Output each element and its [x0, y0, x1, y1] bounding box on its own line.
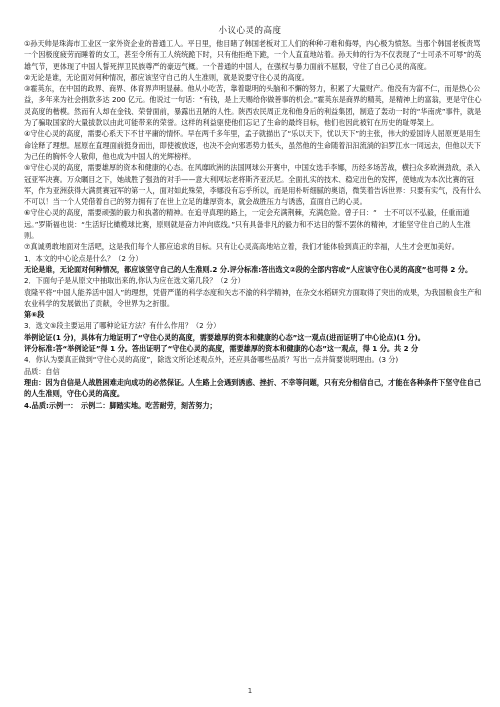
answer-2: 第⑥段	[24, 310, 45, 320]
answer-4-quality: 品质：自信	[24, 366, 60, 376]
paragraph-2: ②无论是谁，无论面对何种情况，都应该坚守自己的人生准则，就是说要守住心灵的高度。	[24, 72, 309, 82]
answer-1: 无论是谁，无论面对何种情况，都应该坚守自己的人生准则.2 分.评分标准:答出选文②段的全部内容或“人应该守住心灵的高度”也可得 2 分。	[24, 264, 473, 274]
paragraph-1: ①孙天帅是珠海市工业区一家外资企业的普通工人。平日里，他目睹了韩国老板对工人们的种种刁难和侮辱，内心极为愤怒。当那个韩国老板责骂一个因极度疲劳而睡着的女工，甚至令所有工人统统跪下时，只有他拒绝下跪，一个人直直地站着。孙天帅的行为不仅表现了“士可杀不可辱”的英雄气节，更体现了中国人誓死捍卫民族尊严的豪迈气概。一个普通的中国人，在强权与暴力面前不屈服，守住了自己心灵的高度。	[24, 39, 482, 71]
answer-4-reason: 理由：因为自信是人战胜困难走向成功的必然保证。人生路上会遇到诱惑、挫折、不幸等问题，只有充分相信自己，才能在各种条件下坚守住自己的人生准则，守住心灵的高度。	[24, 377, 482, 399]
page-number: 1	[247, 687, 253, 695]
question-4: 4．你认为要真正做到“守住心灵的高度”，除选文所论述观点外，还应具备哪些品质？写出一点并简要说明理由。(3 分)	[24, 355, 399, 365]
paragraph-6: ⑥守住心灵的高度，需要顽强的毅力和执著的精神。在追寻真理的路上，一定会充满荆棘，充满危险。曾子曰：“ 士不可以不弘毅，任重而道远。”罗斯福也说：“生活好比橄榄球比赛，原则就是奋力冲向底线。”只有具备非凡的毅力和不达目的誓不罢休的精神，才能坚守住自己的人生准则。	[24, 208, 471, 241]
question-1: 1．本文的中心论点是什么？（2 分）	[24, 253, 143, 263]
question-2: 2．下面句子是从原文中抽取出来的,你认为应在选文第几段？（2 分）	[24, 276, 245, 286]
document-title: 小议心灵的高度	[218, 26, 282, 36]
question-3: 3．选文⑤段主要运用了哪种论证方法？有什么作用？（2 分）	[24, 321, 221, 331]
answer-4-examples: 4.品质:示例一： 示例二：脚踏实地。吃苦耐劳，刻苦努力；	[24, 400, 217, 410]
answer-3-scoring: 评分标准:答“举例论证”得 1 分。答出证明了“守住心灵的高度，需要雄厚的资本和健康的心态”这一观点，得 1 分。共 2 分	[24, 344, 419, 354]
answer-3: 举例论证(1 分)，具体有力地证明了“守住心灵的高度，需要雄厚的资本和健康的心态”这一观点(进而证明了中心论点)(1 分)。	[24, 332, 425, 342]
paragraph-5: ⑤守住心灵的高度，需要雄厚的资本和健康的心态。在风靡欧洲的法国网球公开赛中，中国女选手李娜，历经多场苦战，横扫众多欧洲劲敌，杀入冠亚军决赛。万众瞩目之下，她战胜了强劲的对手——意大利网坛老将斯齐亚沃尼。全面扎实的技术、稳定出色的发挥，使她成为本次比赛的冠军，作为亚洲获得大满贯赛冠军的第一人，面对如此殊荣，李娜没有忘乎所以，而是用朴听细腻的奥语，微笑着告诉世界：只要有实气，没有什么不可以！当一个人凭借着自己的努力拥有了在世上立足的雄厚资本，就会战胜压力与诱惑，直面自己的心灵。	[24, 163, 482, 207]
question-2-passage: 袁隆平将“中国人能养活中国人”的理想，凭借严谨的科学态度和矢志不渝的科学精神，在杂交水稻研究方面取得了突出的成果，为我国粮食生产和农业科学的发展做出了贡献，令世界为之折服。	[24, 287, 482, 308]
document-body	[24, 38, 482, 411]
paragraph-7: ⑦真诚勇敢地面对生活吧，这是我们每个人都应追求的目标。只有让心灵高高地站立着，我们才能体验到真正的幸福，人生才会更加美好。	[24, 242, 459, 252]
paragraph-3: ③霍英东，在中国的政界、商界、体育界声明显赫。他从小吃苦，靠着聪明的头脑和不懈的努力，积累了大量财产。他没有为富不仁，而是热心公益，多年来为社会捐款多达 200 亿元。他说过一句话：“有钱，是上天赐给你做善事的机会。”霍英东是商界的精英，是精神上的富翁，更是守住心灵高度的楷模。然而有人却在金钱、荣誉面前，暴露出丑陋的人性。陕西农民周正龙和他身后的利益集团，制造了轰动一时的“华南虎”事件，就是为了骗取国家的大量拔款以由此可能带来的荣誉。这样的利益驱使他们忘记了生命的最终目标，他们也因此被钉在历史的耻辱架上。	[24, 84, 482, 128]
paragraph-4: ④守住心灵的高度，需要心系天下不甘平庸的情怀。早在两千多年里，孟子就描出了“乐以天下，忧以天下”的主张，伟大的爱国诗人屈原更是用生命诠释了理想。屈原在直理面前挺身而出，即使被放逐，也决不会向邪恶势力低头，虽然他的生命随着汩汩流淌的汩罗江水一同远去，但他以天下为己任的胸怀令人敬仰，他也成为中国人的光辉榜样。	[24, 129, 482, 161]
